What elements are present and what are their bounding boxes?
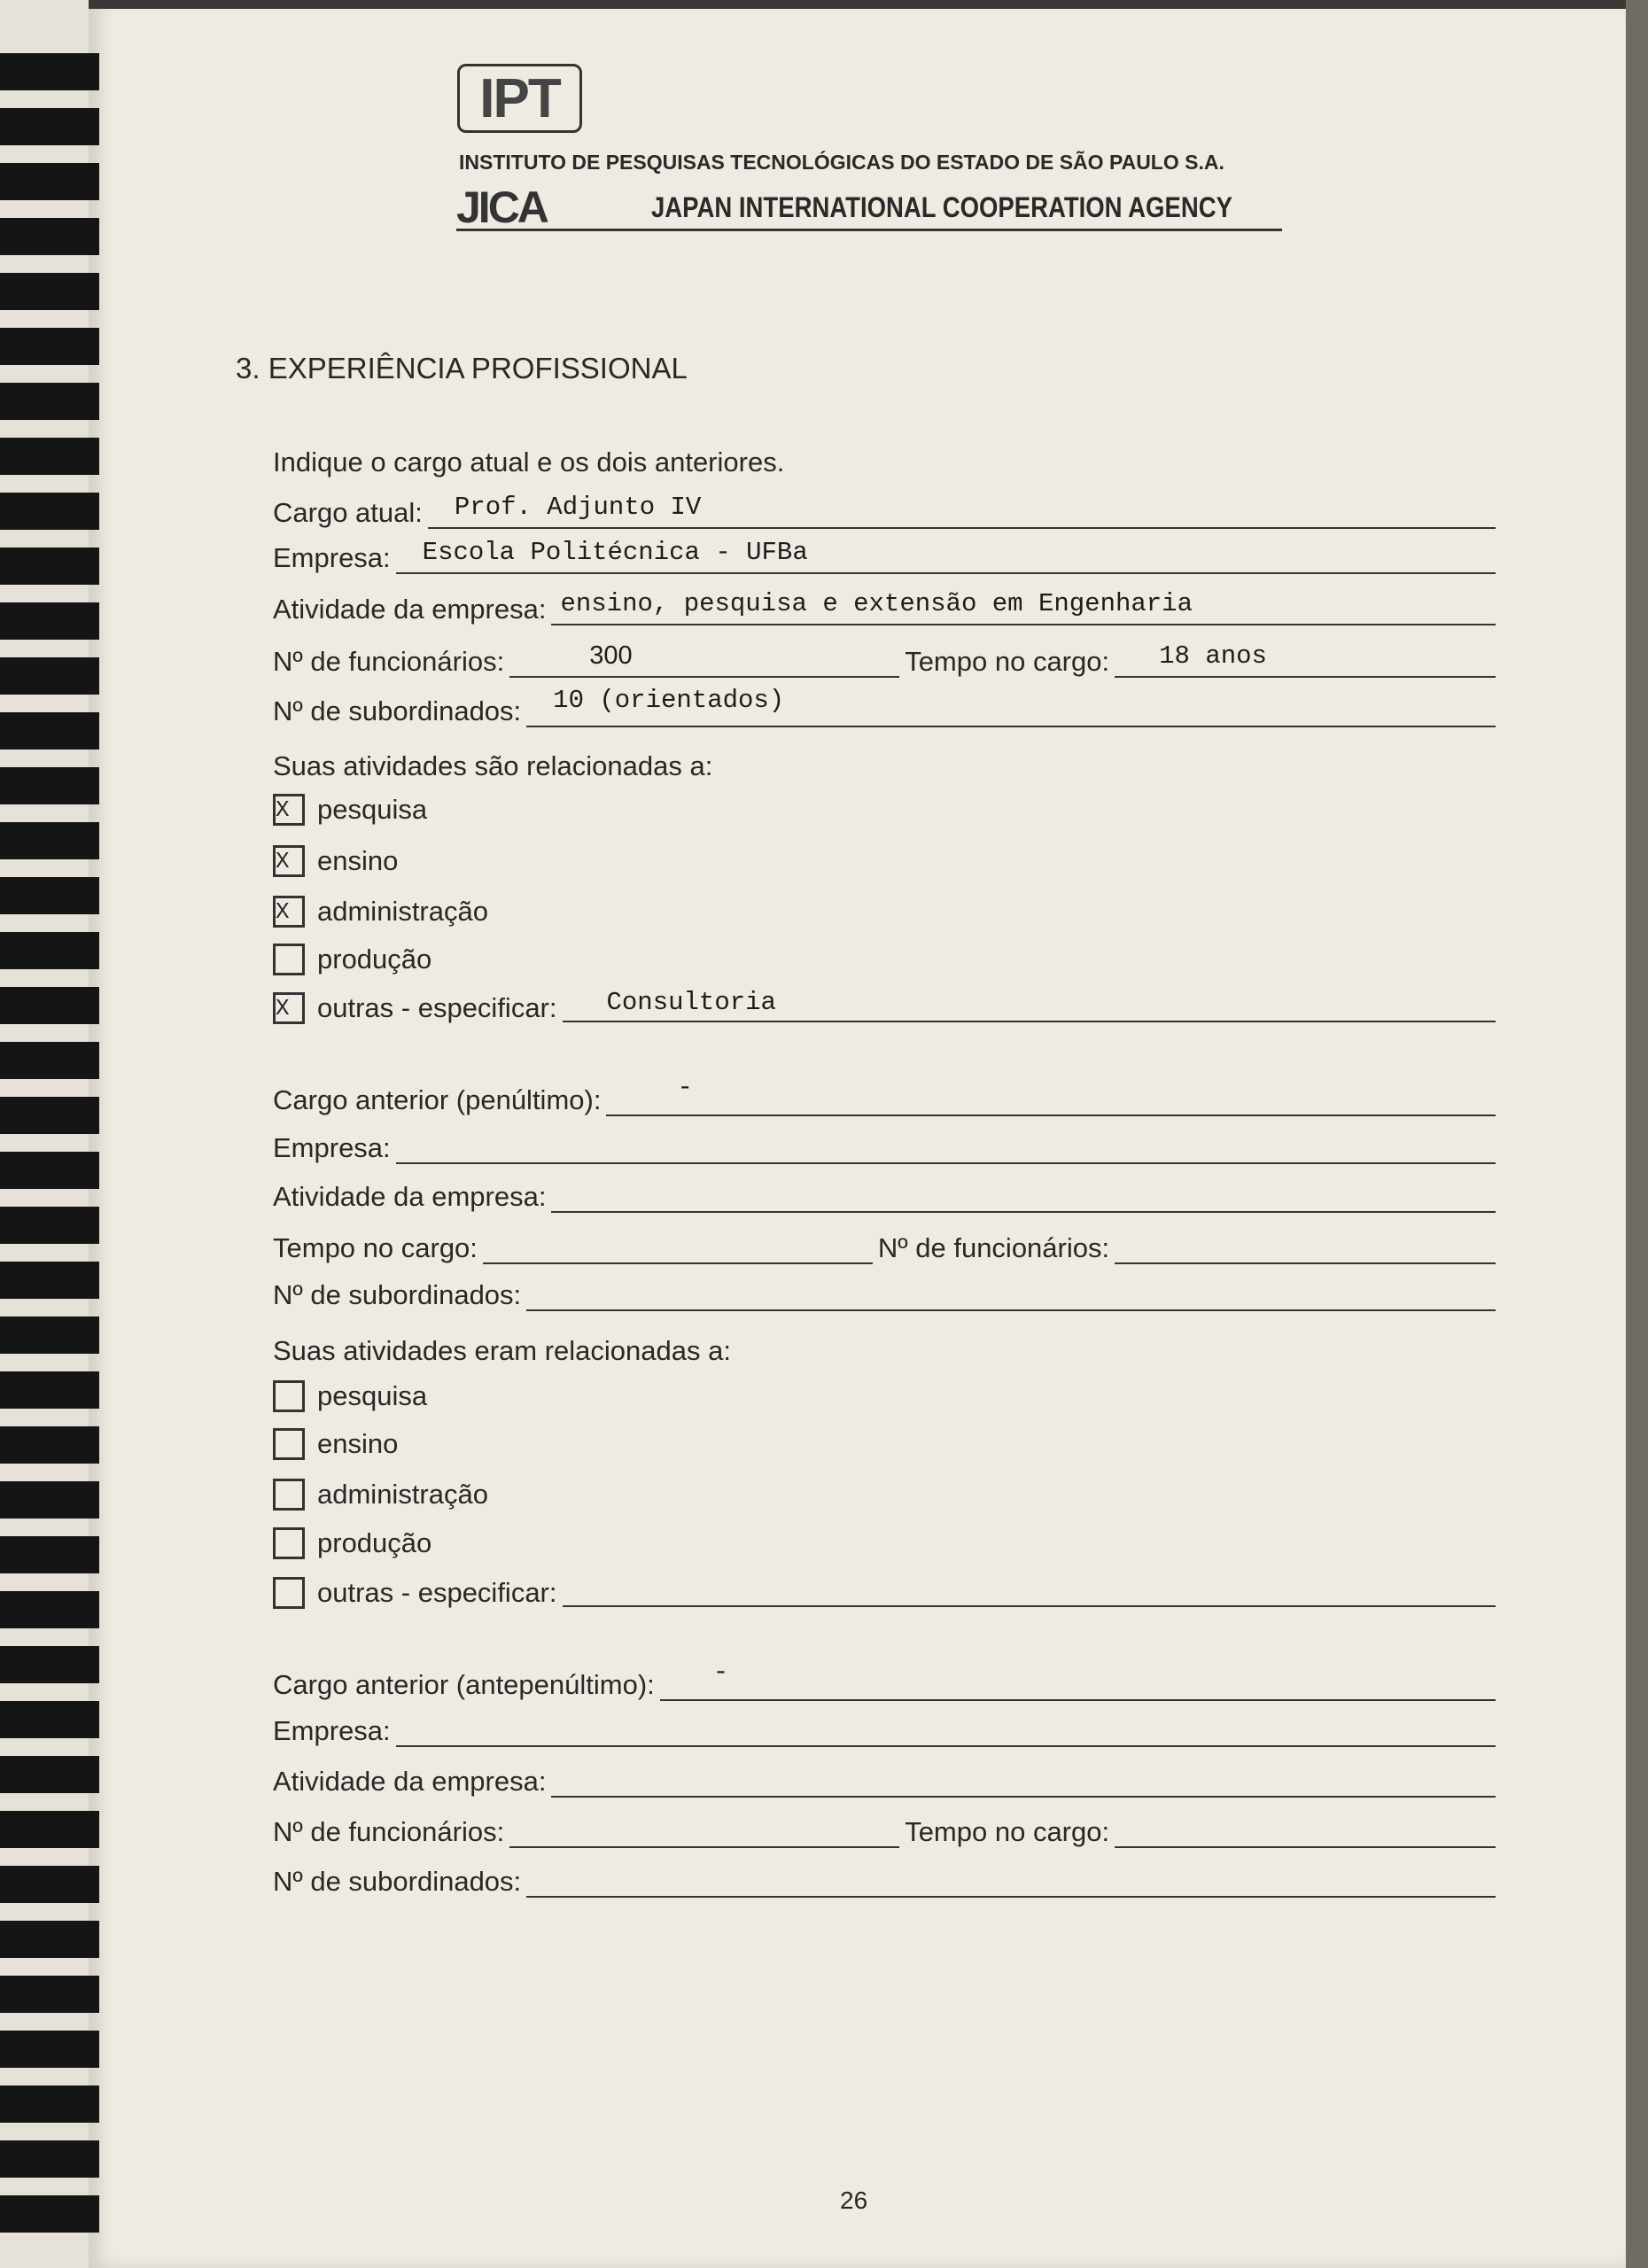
label: Cargo atual: — [273, 497, 423, 528]
funcionarios-input[interactable] — [509, 1814, 899, 1848]
label: produção — [317, 1527, 432, 1558]
label: Atividade da empresa: — [273, 1181, 547, 1212]
label: Nº de funcionários: — [273, 646, 505, 677]
input-line[interactable] — [660, 1658, 1496, 1701]
prev-checkbox-administracao[interactable] — [273, 1479, 488, 1511]
checkbox[interactable] — [273, 1380, 305, 1412]
input-line[interactable] — [428, 495, 1496, 529]
section-title: 3. EXPERIÊNCIA PROFISSIONAL — [236, 352, 688, 384]
prev2-empresa-field[interactable] — [273, 1710, 1496, 1747]
label: ensino — [317, 845, 399, 876]
value: - — [712, 1658, 729, 1687]
label: Atividade da empresa: — [273, 594, 547, 625]
checkbox[interactable] — [273, 1577, 305, 1609]
value: Prof. Adjunto IV — [454, 493, 702, 522]
prev-activities-label — [273, 1330, 1496, 1367]
checkbox[interactable] — [273, 1479, 305, 1511]
input-line[interactable] — [526, 1864, 1496, 1898]
prev-checkbox-producao[interactable] — [273, 1527, 431, 1559]
value: 300 — [589, 641, 633, 670]
tempo-input[interactable] — [483, 1231, 873, 1264]
label: Tempo no cargo: — [273, 1232, 478, 1263]
checkbox[interactable] — [273, 1527, 305, 1559]
label: Empresa: — [273, 542, 391, 573]
checkbox-outras[interactable] — [273, 988, 1496, 1024]
current-subordinados-field[interactable] — [273, 686, 1496, 727]
label: Cargo anterior (penúltimo): — [273, 1084, 602, 1115]
label: Nº de funcionários: — [877, 1232, 1110, 1263]
input-line[interactable] — [606, 1073, 1496, 1116]
prev2-subordinados-field[interactable] — [273, 1860, 1496, 1898]
checkbox[interactable]: X — [273, 896, 305, 928]
label: Tempo no cargo: — [905, 646, 1110, 677]
input-line[interactable] — [396, 540, 1496, 574]
prev-checkbox-ensino[interactable] — [273, 1428, 398, 1460]
label: Suas atividades eram relacionadas a: — [273, 1335, 731, 1366]
intro-label: Indique o cargo atual e os dois anteriores. — [273, 447, 785, 478]
checkbox-ensino[interactable] — [273, 845, 398, 877]
checkbox[interactable]: X — [273, 845, 305, 877]
checkbox[interactable]: X — [273, 794, 305, 826]
current-atividade-field[interactable] — [273, 588, 1496, 625]
label: administração — [317, 1479, 488, 1510]
specify-input[interactable] — [563, 988, 1496, 1022]
checkbox[interactable] — [273, 944, 305, 975]
prev-checkbox-pesquisa[interactable] — [273, 1380, 427, 1412]
value: ensino, pesquisa e extensão em Engenharia — [560, 589, 1193, 618]
prev-empresa-field[interactable] — [273, 1127, 1496, 1164]
label: Nº de subordinados: — [273, 695, 522, 726]
value: 10 (orientados) — [553, 686, 785, 715]
label: Nº de subordinados: — [273, 1279, 522, 1310]
prev-subordinados-field[interactable] — [273, 1274, 1496, 1311]
label: administração — [317, 896, 488, 927]
input-line[interactable] — [551, 1764, 1496, 1798]
institute-name: INSTITUTO DE PESQUISAS TECNOLÓGICAS DO ESTADO DE SÃO PAULO S.A. — [459, 151, 1224, 174]
funcionarios-input[interactable] — [509, 641, 899, 678]
intro-text — [273, 441, 1496, 478]
label: Tempo no cargo: — [905, 1816, 1110, 1847]
prev-tempo-funcionarios-row — [273, 1227, 1496, 1264]
prev-atividade-field[interactable] — [273, 1176, 1496, 1213]
specify-input[interactable] — [563, 1579, 1496, 1607]
jica-logo: JICA — [456, 183, 547, 232]
label: outras - especificar: — [317, 992, 557, 1023]
checkbox-administracao[interactable] — [273, 896, 488, 928]
value: Escola Politécnica - UFBa — [422, 538, 808, 567]
header-rule — [456, 229, 1282, 231]
current-activities-label — [273, 745, 1496, 782]
label: Empresa: — [273, 1132, 391, 1163]
input-line[interactable] — [551, 589, 1496, 625]
value: 18 anos — [1159, 641, 1267, 671]
label: outras - especificar: — [317, 1577, 557, 1608]
checkbox-producao[interactable] — [273, 944, 431, 975]
funcionarios-input[interactable] — [1115, 1231, 1496, 1264]
label: pesquisa — [317, 794, 428, 825]
current-empresa-field[interactable] — [273, 537, 1496, 574]
label: Nº de funcionários: — [273, 1816, 505, 1847]
checkbox[interactable] — [273, 1428, 305, 1460]
label: pesquisa — [317, 1380, 428, 1411]
checkbox[interactable]: X — [273, 992, 305, 1024]
current-cargo-field[interactable] — [273, 492, 1496, 529]
input-line[interactable] — [526, 1278, 1496, 1311]
input-line[interactable] — [526, 686, 1496, 727]
input-line[interactable] — [396, 1713, 1496, 1747]
current-funcionarios-tempo-row — [273, 641, 1496, 678]
label: Suas atividades são relacionadas a: — [273, 750, 713, 781]
label: Nº de subordinados: — [273, 1866, 522, 1897]
label: Cargo anterior (antepenúltimo): — [273, 1669, 655, 1700]
label: Atividade da empresa: — [273, 1766, 547, 1797]
input-line[interactable] — [551, 1179, 1496, 1213]
page-number: 26 — [840, 2186, 868, 2214]
label: ensino — [317, 1428, 399, 1459]
prev-cargo-field[interactable] — [273, 1073, 1496, 1116]
prev2-atividade-field[interactable] — [273, 1760, 1496, 1798]
spiral-binding — [0, 35, 99, 2250]
prev2-funcionarios-tempo-row — [273, 1811, 1496, 1848]
label: Empresa: — [273, 1715, 391, 1746]
ipt-logo: IPT — [457, 64, 582, 133]
agency-name: JAPAN INTERNATIONAL COOPERATION AGENCY — [651, 191, 1232, 223]
checkbox-pesquisa[interactable] — [273, 794, 427, 826]
page-top-edge — [89, 0, 1626, 9]
prev-checkbox-outras[interactable] — [273, 1577, 1496, 1609]
tempo-input[interactable] — [1115, 641, 1496, 678]
tempo-input[interactable] — [1115, 1814, 1496, 1848]
input-line[interactable] — [396, 1130, 1496, 1164]
value: Consultoria — [606, 988, 776, 1017]
prev2-cargo-field[interactable] — [273, 1658, 1496, 1701]
value: - — [677, 1073, 693, 1102]
label: produção — [317, 944, 432, 975]
